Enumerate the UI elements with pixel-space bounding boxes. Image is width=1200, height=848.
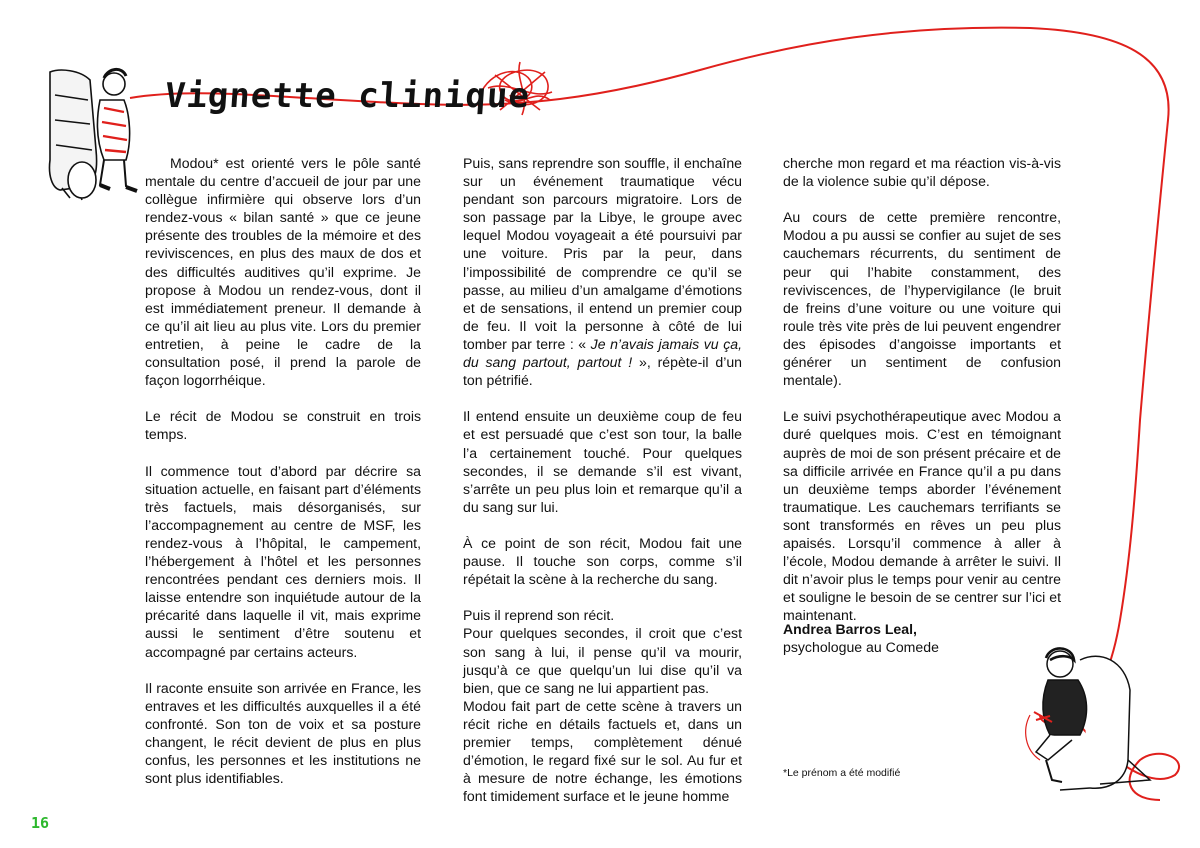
page-number: 16 [31, 814, 50, 832]
col2-paragraph-5: Pour quelques secondes, il croit que c’est son sang à lui, il pense qu’il va mourir, jusqu’à ce que quelqu’un lui dise qu’il va bien, que ce sang ne lui appartient pas. [463, 625, 742, 696]
col2-paragraph-4: Puis il reprend son récit. [463, 607, 615, 624]
footnote: *Le prénom a été modifié [783, 767, 901, 779]
text-column-1 [145, 154, 421, 805]
author-signature [783, 620, 1061, 656]
col3-paragraph-2: Au cours de cette première rencontre, Modou a pu aussi se confier au sujet de ses cauchemars récurrents, du sentiment de peur qui l’habite constamment, des reviviscences, de l’hypervigilance (le bruit de freins d’une voiture ou une voiture qui roule très vite près de lui peuvent engendrer des épisodes d’angoisse importants et générer un sentiment de confusion mentale). [783, 209, 1061, 389]
col2-paragraph-2: Il entend ensuite un deuxième coup de feu et est persuadé que c’est son tour, la balle l’a certainement touché. Pour quelques secondes, il se demande s’il est vivant, s’arrête un peu plus loin et remarque qu’il a du sang sur lui. [463, 408, 742, 515]
page-title: Vignette clinique [163, 76, 532, 116]
author-name: Andrea Barros Leal, [783, 621, 917, 637]
seated-man-illustration [49, 69, 137, 200]
col1-paragraph-4: Il raconte ensuite son arrivée en France, les entraves et les difficultés auxquelles il a été confronté. Son ton de voix et sa posture changent, le récit devient de plus en plus confus, les personnes et les institutions ne sont plus identifiables. [145, 679, 421, 787]
col3-paragraph-3: Le suivi psychothérapeutique avec Modou a duré quelques mois. C’est en témoignant auprès de moi de son présent précaire et de sa difficile arrivée en France qu’il a pu dans un deuxième temps aborder l’événement traumatique. Les cauchemars terrifiants se sont transformés en rêves un peu plus apaisés. Lorsqu’il commence à aller à l’école, Modou demande à arrêter le suivi. Il dit n’avoir plus le temps pour venir au centre et souligne le besoin de se centrer sur l’ici et maintenant. [783, 408, 1061, 624]
col2-paragraph-1-text: Puis, sans reprendre son souffle, il enchaîne sur un événement traumatique vécu pendant son parcours migratoire. Lors de son passage par la Libye, le groupe avec lequel Modou voyageait a été poursuivi par une voiture. Pris par la peur, dans l’impossibilité de comprendre ce qu’il se passe, au milieu d’un amalgame d’émotions et de sensations, il entend un premier coup de feu. Il voit la personne à côté de lui tomber par terre : « [463, 155, 742, 352]
quote-text: Je n’avais jamais vu ça, du sang partout, partout ! [463, 335, 742, 371]
col1-paragraph-2: Le récit de Modou se construit en trois temps. [145, 408, 421, 443]
text-column-2 [463, 154, 742, 805]
col2-paragraph-6: Modou fait part de cette scène à travers un récit riche en détails factuels et, dans un premier temps, complètement dénué d’émotion, le regard fixé sur le sol. Au fur et à mesure de notre échange, les émotions font timidement surface et le jeune homme [463, 697, 742, 805]
author-role: psychologue au Comede [783, 639, 939, 656]
col1-paragraph-3: Il commence tout d’abord par décrire sa situation actuelle, en faisant part d’éléments très factuels, mais désorganisés, sur l’accompagnement au centre de MSF, les rendez-vous à l’hôpital, le campement, l’hébergement à l’hôtel et les personnes rencontrées pendant ces derniers mois. Il laisse entendre son inquiétude autour de la précarité dans laquelle il vit, mais exprime aussi le sentiment d’être soutenu et accompagné par certains acteurs. [145, 462, 421, 660]
col2-paragraph-1-end: », répète-il d’un ton pétrifié. [463, 354, 742, 389]
text-column-3 [783, 154, 1061, 643]
col3-paragraph-1: cherche mon regard et ma réaction vis-à-vis de la violence subie qu’il dépose. [783, 155, 1061, 190]
col2-paragraph-3: À ce point de son récit, Modou fait une pause. Il touche son corps, comme s’il répétait la scène à la recherche du sang. [463, 534, 742, 588]
seated-woman-illustration [1026, 648, 1150, 790]
col2-paragraph-1 [463, 154, 742, 389]
col1-paragraph-1: Modou* est orienté vers le pôle santé mentale du centre d’accueil de jour par une collègue infirmière qui observe lors d’un rendez-vous « bilan santé » que ce jeune présente des troubles de la mémoire et des reviviscences, en plus des maux de dos et des difficultés auditives qu’il exprime. Je propose à Modou un rendez-vous, dont il est immédiatement preneur. Il demande à ce qu’il ait lieu au plus vite. Lors du premier entretien, à peine le cadre de la consultation posé, il prend la parole de façon logorrhéique. [145, 155, 421, 389]
